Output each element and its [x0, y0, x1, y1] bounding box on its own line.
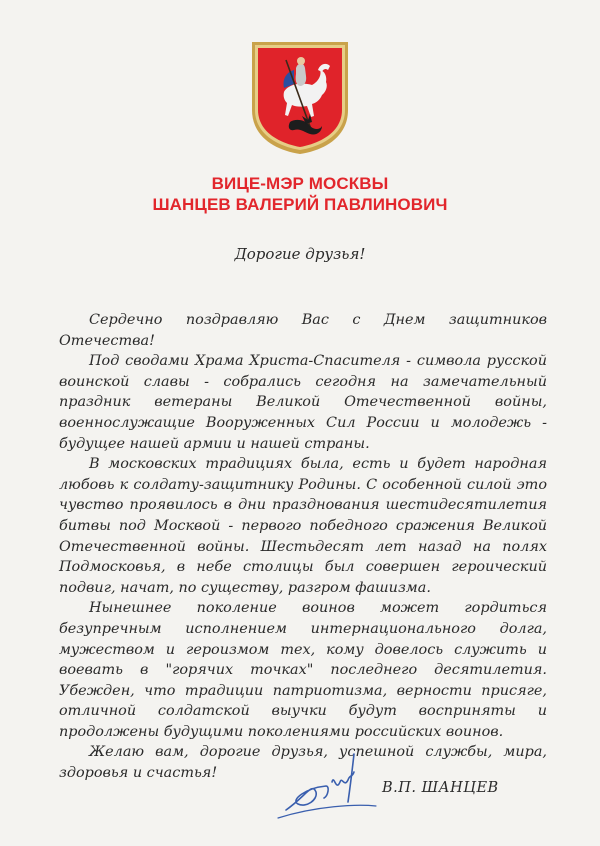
paragraph: Желаю вам, дорогие друзья, успешной службы, мира, здоровья и счастья! [59, 744, 547, 782]
title-line-position: ВИЦЕ-МЭР МОСКВЫ [211, 174, 389, 193]
signatory-name: В.П. ШАНЦЕВ [382, 780, 499, 796]
letter-title [0, 173, 600, 215]
paragraph: Нынешнее поколение воинов может гордиться безупречным исполнением интернационального долга, мужеством и героизмом тех, кому довелось служить и воевать в "горячих точках" последнего десятилетия. Убежден, что традиции патриотизма, верности присяге, отличной солдатской выучки будут восприняты и продолжены будущими поколениями российских воинов. [59, 600, 547, 740]
greeting: Дорогие друзья! [234, 245, 366, 263]
letter-body [59, 310, 547, 784]
title-line-name: ШАНЦЕВ ВАЛЕРИЙ ПАВЛИНОВИЧ [152, 195, 448, 214]
paragraph: Сердечно поздравляю Вас с Днем защитников Отечества! [59, 312, 547, 349]
paragraph: Под сводами Храма Христа-Спасителя - символа русской воинской славы - собрались сегодня на замечательный праздник ветераны Великой Отечественной войны, военнослужащие Вооруженных Сил России и молодежь - будущее нашей армии и нашей страны. [59, 353, 547, 452]
paragraph: В московских традициях была, есть и будет народная любовь к солдату-защитнику Родины. С особенной силой это чувство проявилось в дни празднования шестидесятилетия битвы под Москвой - первого победного сражения Великой Отечественной войны. Шестьдесят лет назад на полях Подмосковья, в небе столицы был совершен героический подвиг, начат, по существу, разгром фашизма. [59, 456, 547, 596]
moscow-coat-of-arms-icon [250, 40, 350, 156]
